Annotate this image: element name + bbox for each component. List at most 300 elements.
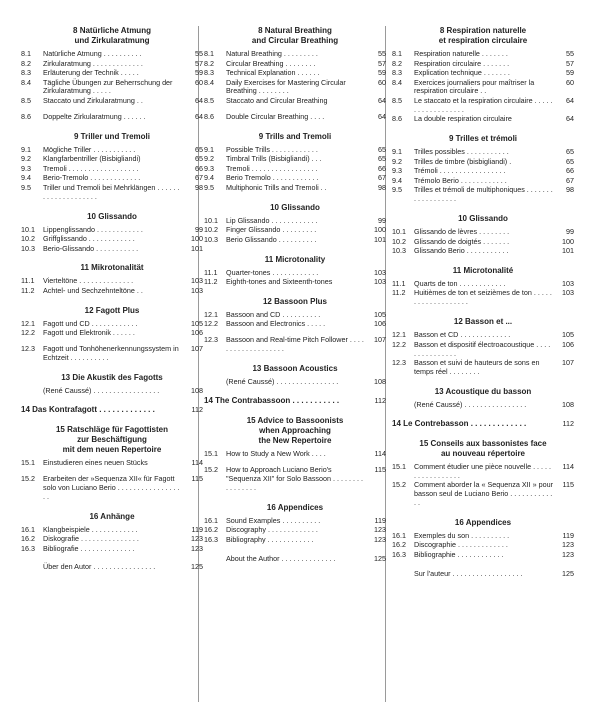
entry-title: Circular Breathing . . . . . . . . (226, 58, 316, 68)
entry-page: 60 (195, 77, 203, 87)
toc-section (21, 263, 203, 295)
toc-column-english (204, 26, 386, 573)
toc-entry-chapter[interactable] (204, 397, 386, 406)
toc-entry[interactable] (204, 236, 386, 245)
entry-title: Basson et CD . . . . . . . . . . . . . (414, 330, 511, 340)
entry-page: 103 (191, 285, 203, 295)
toc-entry[interactable] (204, 555, 386, 564)
toc-entry[interactable] (204, 466, 386, 493)
entry-title: Erarbeiten der »Sequenza XII« für Fagott solo von Luciano Berio . . . . . . . . . . . . . . . . . . (43, 473, 180, 501)
entry-page: 108 (374, 377, 386, 387)
entry-title: Fagott und Tonhöhenerkennungssystem in Echtzeit . . . . . . . . . . (43, 344, 179, 363)
entry-number: 15.1 (204, 448, 218, 458)
entry-title: Exercices journaliers pour maîtriser la respiration circulaire . . (414, 77, 535, 96)
entry-number: 9.3 (392, 166, 402, 176)
toc-section (392, 134, 574, 204)
entry-number: 12.1 (21, 318, 35, 328)
entry-number: 10.3 (392, 246, 406, 256)
toc-entry[interactable] (392, 228, 574, 237)
entry-page: 60 (566, 77, 574, 87)
toc-section (21, 406, 203, 415)
entry-page: 65 (378, 154, 386, 164)
toc-entry[interactable] (21, 174, 203, 183)
entry-page: 100 (562, 236, 574, 246)
entry-page: 65 (566, 156, 574, 166)
section-title: 8 Natürliche Atmung und Zirkularatmung (73, 26, 151, 45)
section-title: 10 Glissando (270, 202, 320, 212)
toc-entry[interactable] (204, 450, 386, 459)
entry-page: 106 (374, 319, 386, 329)
entry-number: 12.2 (392, 339, 406, 349)
entry-title: Finger Glissando . . . . . . . . . (226, 225, 317, 235)
entry-page: 123 (374, 525, 386, 535)
entry-title: Bibliographie . . . . . . . . . . . . (414, 549, 504, 559)
entry-title: How to Study a New Work . . . . (226, 448, 326, 458)
entry-title: Glissando de doigtés . . . . . . . (414, 236, 510, 246)
entry-number: 8.3 (21, 68, 31, 77)
entry-page: 108 (562, 399, 574, 409)
toc-entry[interactable] (392, 401, 574, 410)
toc-entry[interactable] (392, 359, 574, 377)
toc-entry[interactable] (392, 341, 574, 359)
toc-section (204, 26, 386, 122)
entry-page: 101 (374, 234, 386, 244)
entry-number: 9.4 (21, 173, 31, 183)
entry-title: Glissando de lèvres . . . . . . . . (414, 227, 510, 237)
entry-page: 98 (566, 185, 574, 195)
entry-title: Comment aborder la « Sequenza XII » pour basson seul de Luciano Berio . . . . . . . . . . . . . (414, 480, 554, 507)
entry-number: 10.2 (21, 234, 35, 244)
entry-number: 9.2 (21, 154, 31, 164)
toc-entry[interactable] (392, 463, 574, 481)
toc-entry[interactable] (204, 378, 386, 387)
entry-title: Trémolo Berio . . . . . . . . . . . . (414, 175, 507, 185)
entry-number: 15.1 (392, 461, 406, 471)
entry-number: 8.4 (204, 77, 214, 87)
entry-number: 8.5 (21, 95, 31, 105)
entry-title: Trilles possibles . . . . . . . . . . . (414, 147, 509, 157)
toc-entry[interactable] (21, 50, 203, 59)
entry-page: 112 (191, 404, 203, 414)
entry-number: 9.3 (204, 163, 214, 173)
entry-page: 103 (191, 276, 203, 286)
entry-title: (René Caussé) . . . . . . . . . . . . . . . . (414, 399, 527, 409)
toc-section (392, 518, 574, 560)
entry-page: 123 (191, 543, 203, 553)
toc-entry[interactable] (204, 174, 386, 183)
entry-page: 103 (374, 267, 386, 277)
toc-entry[interactable] (21, 287, 203, 296)
entry-page: 125 (191, 562, 203, 572)
entry-title: Bibliografie . . . . . . . . . . . . . . (43, 543, 135, 553)
toc-section (392, 26, 574, 124)
section-title: 9 Trilles et trémoli (448, 134, 518, 144)
entry-page: 114 (374, 448, 386, 458)
entry-number: 10.3 (204, 234, 218, 244)
toc-entry[interactable] (392, 148, 574, 157)
entry-title: Le staccato et la respiration circulaire . . . . . . . . . . . . . . . . . . (414, 95, 553, 114)
entry-number: 12.3 (21, 344, 35, 354)
toc-section (21, 212, 203, 254)
entry-number: 10.2 (392, 236, 406, 246)
entry-title: (René Caussé) . . . . . . . . . . . . . . . . . (43, 386, 160, 396)
entry-page: 119 (191, 524, 203, 534)
entry-page: 60 (378, 77, 386, 87)
entry-number: 8.4 (392, 77, 402, 87)
entry-number: 8.3 (204, 68, 214, 77)
entry-title: Fagott und Elektronik . . . . . . (43, 328, 135, 338)
toc-entry[interactable] (392, 331, 574, 340)
entry-number: 10.1 (21, 224, 35, 234)
entry-page: 67 (566, 175, 574, 185)
entry-page: 55 (378, 49, 386, 58)
entry-title: Trilles et trémoli de multiphoniques . . . . . . . . . . . . . . . . . . (414, 185, 553, 204)
entry-title: Bibliography . . . . . . . . . . . . (226, 534, 314, 544)
entry-title: Respiration circulaire . . . . . . . (414, 58, 510, 68)
toc-entry[interactable] (392, 247, 574, 256)
entry-page: 66 (195, 163, 203, 173)
entry-number: 9.5 (204, 182, 214, 192)
entry-number: 9.5 (392, 185, 402, 195)
entry-page: 107 (374, 335, 386, 345)
entry-number: 8.3 (392, 68, 402, 77)
entry-title: Lip Glissando . . . . . . . . . . . . (226, 215, 318, 225)
toc-entry[interactable] (204, 336, 386, 354)
entry-title: Possible Trills . . . . . . . . . . . . (226, 144, 318, 154)
entry-number: 11.1 (392, 278, 406, 288)
toc-entry[interactable] (21, 69, 203, 78)
entry-page: 67 (195, 173, 203, 183)
entry-number: 12.2 (204, 319, 218, 329)
toc-section (21, 306, 203, 363)
toc-entry[interactable] (21, 475, 203, 502)
section-title: 16 Anhänge (89, 511, 135, 521)
toc-entry[interactable] (21, 79, 203, 97)
entry-page: 115 (191, 473, 203, 483)
section-title: 15 Advice to Bassoonists when Approaching the New Repertoire (246, 415, 344, 445)
toc-entry[interactable] (21, 459, 203, 468)
toc-entry[interactable] (392, 289, 574, 307)
entry-number: 9.2 (392, 156, 402, 166)
toc-entry[interactable] (392, 79, 574, 97)
entry-number: 12.1 (392, 330, 406, 340)
section-title: 13 Acoustique du basson (434, 386, 532, 396)
entry-number: 9.3 (21, 163, 31, 173)
entry-title: Comment étudier une pièce nouvelle . . . . . . . . . . . . . . . . . (414, 461, 552, 480)
entry-page: 107 (562, 358, 574, 368)
section-title: 11 Microtonalité (452, 265, 514, 275)
entry-page: 125 (374, 553, 386, 563)
entry-page: 103 (562, 278, 574, 288)
toc-entry[interactable] (392, 115, 574, 124)
entry-title: Natural Breathing . . . . . . . . . (226, 49, 318, 58)
entry-number: 8.1 (21, 49, 31, 58)
toc-section (204, 503, 386, 545)
toc-section (392, 387, 574, 410)
toc-entry[interactable] (21, 329, 203, 338)
entry-number: 11.2 (392, 288, 406, 298)
entry-number: 9.5 (21, 182, 31, 192)
toc-entry[interactable] (21, 184, 203, 202)
toc-entry[interactable] (204, 184, 386, 193)
toc-section (204, 416, 386, 493)
entry-page: 67 (378, 173, 386, 183)
toc-column-french (392, 26, 574, 589)
entry-page: 125 (562, 568, 574, 578)
entry-page: 100 (191, 234, 203, 244)
entry-number: 12.2 (21, 328, 35, 338)
toc-entry[interactable] (21, 535, 203, 544)
section-title: 9 Trills and Tremoli (258, 131, 332, 141)
entry-page: 55 (195, 49, 203, 58)
entry-title: Vierteltöne . . . . . . . . . . . . . . (43, 276, 134, 286)
entry-page: 55 (566, 49, 574, 58)
toc-section (21, 512, 203, 554)
entry-number: 15.2 (204, 464, 218, 474)
section-title: 16 Appendices (266, 502, 324, 512)
toc-entry[interactable] (21, 563, 203, 572)
toc-entry[interactable] (21, 235, 203, 244)
entry-title: Double Circular Breathing . . . . (226, 111, 325, 121)
toc-entry-chapter[interactable] (392, 420, 574, 429)
entry-page: 100 (374, 225, 386, 235)
entry-page: 64 (566, 114, 574, 124)
entry-page: 105 (374, 309, 386, 319)
toc-entry[interactable] (204, 526, 386, 535)
entry-page: 103 (562, 288, 574, 298)
entry-page: 115 (374, 464, 386, 474)
entry-page: 64 (378, 111, 386, 121)
section-title: 12 Bassoon Plus (262, 296, 328, 306)
entry-title: Timbral Trills (Bisbigliandi) . . . (226, 154, 322, 164)
entry-number: 8.6 (21, 111, 31, 121)
entry-page: 59 (195, 68, 203, 77)
entry-page: 114 (562, 461, 574, 471)
section-title: 16 Appendices (454, 517, 512, 527)
toc-column-german (21, 26, 203, 582)
entry-number: 8.2 (204, 58, 214, 68)
entry-page: 112 (562, 418, 574, 428)
entry-title: Discographie . . . . . . . . . . . . . (414, 540, 508, 550)
toc-entry[interactable] (204, 536, 386, 545)
entry-page: 108 (191, 386, 203, 396)
entry-number: 8.2 (21, 58, 31, 68)
toc-entry[interactable] (392, 186, 574, 204)
entry-page: 115 (562, 480, 574, 490)
entry-page: 64 (378, 95, 386, 105)
entry-title: Tremoli . . . . . . . . . . . . . . . . . (226, 163, 318, 173)
section-title: 9 Triller und Tremoli (73, 131, 151, 141)
entry-title: Griffglissando . . . . . . . . . . . . (43, 234, 135, 244)
toc-entry[interactable] (21, 245, 203, 254)
entry-number: 11.2 (21, 285, 35, 295)
toc-entry[interactable] (392, 167, 574, 176)
toc-section (21, 132, 203, 202)
entry-page: 57 (566, 58, 574, 68)
toc-entry[interactable] (204, 69, 386, 78)
entry-page: 65 (195, 144, 203, 154)
entry-page: 107 (191, 344, 203, 354)
entry-title: Berio-Glissando . . . . . . . . . . . (43, 243, 139, 253)
entry-page: 57 (378, 58, 386, 68)
toc-section (204, 364, 386, 387)
toc-entry[interactable] (204, 113, 386, 122)
entry-title: Huitièmes de ton et seizièmes de ton . . . . . . . . . . . . . . . . . . . (414, 288, 552, 307)
entry-number: 11.2 (204, 277, 218, 287)
entry-page: 66 (378, 163, 386, 173)
entry-title: Sound Examples . . . . . . . . . . (226, 515, 321, 525)
entry-page: 123 (562, 540, 574, 550)
entry-page: 59 (378, 68, 386, 77)
entry-page: 123 (562, 549, 574, 559)
entry-number: 16.3 (21, 543, 35, 553)
entry-title: Technical Explanation . . . . . . (226, 68, 320, 77)
entry-title: Tremoli . . . . . . . . . . . . . . . . . . (43, 163, 139, 173)
section-title: 12 Fagott Plus (84, 305, 140, 315)
section-title: 15 Conseils aux bassonistes face au nouveau répertoire (419, 438, 547, 458)
entry-title: Diskografie . . . . . . . . . . . . . . . (43, 534, 139, 543)
toc-entry[interactable] (392, 481, 574, 508)
entry-title: Exemples du son . . . . . . . . . . (414, 530, 510, 540)
entry-title: Basson et suivi de hauteurs de sons en temps réel . . . . . . . . (414, 358, 540, 377)
entry-number: 8.1 (392, 49, 402, 58)
toc-section (392, 266, 574, 307)
entry-page: 98 (195, 182, 203, 192)
toc-section (204, 297, 386, 354)
entry-number: 8.6 (392, 114, 402, 124)
entry-page: 119 (374, 515, 386, 525)
toc-entry[interactable] (204, 79, 386, 97)
toc-section (204, 397, 386, 406)
entry-title: Klangbeispiele . . . . . . . . . . . . (43, 524, 138, 534)
entry-title: Staccato and Circular Breathing (226, 95, 328, 105)
entry-page: 105 (191, 318, 203, 328)
entry-number: 9.4 (204, 173, 214, 183)
entry-page: 103 (374, 277, 386, 287)
entry-number: 11.1 (21, 276, 35, 286)
toc-entry[interactable] (21, 155, 203, 164)
section-title: 13 Bassoon Acoustics (252, 364, 338, 374)
entry-title: Multiphonic Trills and Tremoli . . (226, 182, 327, 192)
entry-number: 15.2 (392, 480, 406, 490)
toc-entry[interactable] (204, 155, 386, 164)
toc-entry[interactable] (392, 69, 574, 78)
entry-page: 119 (562, 530, 574, 540)
entry-title: Bassoon and CD . . . . . . . . . . (226, 309, 321, 319)
entry-title: Berio-Tremolo . . . . . . . . . . . . . (43, 173, 141, 183)
entry-number: 10.3 (21, 243, 35, 253)
toc-entry[interactable] (392, 541, 574, 550)
toc-section (392, 420, 574, 429)
toc-section (21, 373, 203, 396)
entry-title: 14 Das Kontrafagott . . . . . . . . . . . . . (21, 404, 155, 414)
entry-page: 65 (566, 147, 574, 157)
entry-page: 123 (374, 534, 386, 544)
toc-section (21, 425, 203, 502)
toc-entry[interactable] (392, 97, 574, 115)
entry-title: Bassoon and Real-time Pitch Follower . . . . . . . . . . . . . . . . . . . (226, 335, 364, 354)
toc-entry[interactable] (204, 50, 386, 59)
entry-number: 9.1 (21, 144, 31, 154)
entry-number: 15.2 (21, 473, 35, 483)
entry-title: Staccato und Zirkularatmung . . (43, 95, 143, 105)
entry-number: 9.1 (392, 147, 402, 157)
entry-number: 8.6 (204, 111, 214, 121)
entry-page: 123 (191, 534, 203, 543)
entry-title: Trémoli . . . . . . . . . . . . . . . . . (414, 166, 506, 176)
entry-page: 65 (378, 144, 386, 154)
entry-number: 16.2 (392, 540, 406, 550)
entry-title: Berio Tremolo . . . . . . . . . . . . (226, 173, 319, 183)
toc-entry[interactable] (204, 320, 386, 329)
entry-title: La double respiration circulaire (414, 114, 512, 124)
toc-entry[interactable] (392, 570, 574, 579)
toc-entry[interactable] (204, 226, 386, 235)
entry-number: 10.1 (392, 227, 406, 237)
entry-number: 11.1 (204, 267, 218, 277)
toc-section (204, 555, 386, 564)
entry-title: Glissando Berio . . . . . . . . . . . (414, 246, 509, 256)
toc-entry[interactable] (392, 551, 574, 560)
entry-title: Daily Exercises for Mastering Circular Breathing . . . . . . . . (226, 77, 346, 96)
entry-page: 105 (562, 330, 574, 340)
toc-entry[interactable] (21, 277, 203, 286)
entry-number: 10.2 (204, 225, 218, 235)
entry-number: 16.1 (392, 530, 406, 540)
entry-page: 98 (378, 182, 386, 192)
entry-title: (René Caussé) . . . . . . . . . . . . . . . . (226, 377, 339, 387)
section-title: 15 Ratschläge für Fagottisten zur Beschäftigung mit dem neuen Repertoire (55, 424, 169, 454)
section-title: 11 Microtonality (264, 254, 326, 264)
entry-page: 106 (562, 339, 574, 349)
entry-title: Mögliche Triller . . . . . . . . . . . (43, 144, 136, 154)
toc-entry[interactable] (204, 97, 386, 106)
entry-number: 8.1 (204, 49, 214, 58)
toc-section (204, 203, 386, 245)
toc-entry[interactable] (21, 545, 203, 554)
toc-entry[interactable] (21, 97, 203, 106)
toc-section (21, 563, 203, 572)
entry-title: Über den Autor . . . . . . . . . . . . . . . . (43, 562, 156, 572)
entry-title: Natürliche Atmung . . . . . . . . . . (43, 49, 142, 58)
entry-page: 114 (191, 457, 203, 467)
entry-title: Basson et dispositif électroacoustique . . . . . . . . . . . . . . . (414, 339, 551, 358)
toc-entry[interactable] (392, 50, 574, 59)
entry-page: 101 (191, 243, 203, 253)
entry-number: 8.5 (204, 95, 214, 105)
toc-section (392, 214, 574, 256)
entry-number: 8.4 (21, 77, 31, 87)
toc-section (204, 255, 386, 287)
toc-entry[interactable] (21, 387, 203, 396)
toc-entry[interactable] (21, 345, 203, 363)
toc-entry-chapter[interactable] (21, 406, 203, 415)
entry-page: 106 (191, 328, 203, 338)
entry-title: How to Approach Luciano Berio's "Sequenza XII" for Solo Bassoon . . . . . . . . . . . . . . . . (226, 464, 363, 492)
section-title: 10 Glissando (87, 211, 137, 221)
entry-title: Eighth-tones and Sixteenth-tones (226, 277, 333, 287)
entry-page: 64 (566, 95, 574, 105)
entry-number: 16.2 (21, 534, 35, 543)
entry-title: Zirkularatmung . . . . . . . . . . . . . (43, 58, 143, 68)
entry-number: 9.4 (392, 175, 402, 185)
entry-number: 15.1 (21, 457, 35, 467)
toc-entry[interactable] (21, 113, 203, 122)
entry-title: Quarter-tones . . . . . . . . . . . . (226, 267, 319, 277)
entry-number: 8.2 (392, 58, 402, 68)
toc-entry[interactable] (204, 278, 386, 287)
entry-page: 64 (195, 111, 203, 121)
